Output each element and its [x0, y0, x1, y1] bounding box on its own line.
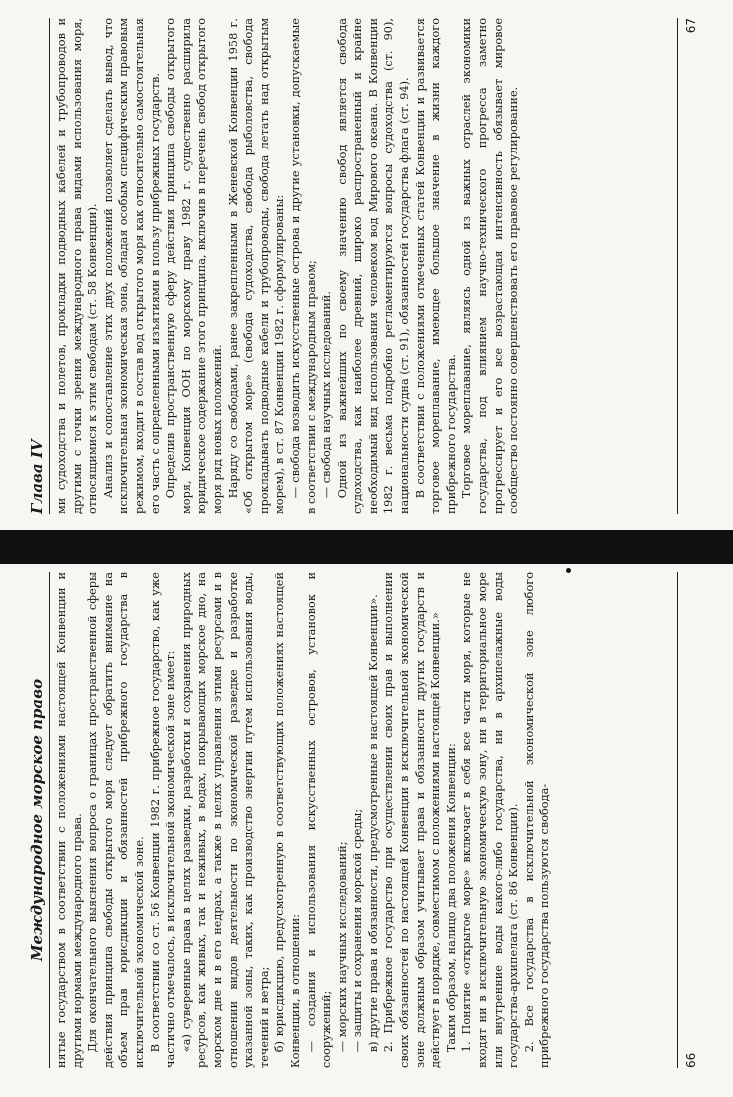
paragraph: ми судоходства и полетов, прокладки подводных кабелей и трубопроводов и другими с точки зрения международного права видами использования моря, относящимися к этим свободам (ст. 58 Конвенции).: [55, 18, 100, 514]
paragraph: «а) суверенные права в целях разведки, разработки и сохранения природных ресурсов, как живых, так и неживых, в водах, покрывающих морское дно, на морском дне и в его недрах, а также в целях управления этими ресурсами и в отношении видов деятельности по экономической разведке и разработке указанной зоны, таких, как производство энергии путем использования воды, течений и ветра;: [179, 572, 271, 1068]
paragraph: Наряду со свободами, ранее закрепленными в Женевской Конвенции 1958 г. «Об открытом море» (свобода судоходства, свобода рыболовства, свобода прокладывать подводные кабели и трубопроводы, свобода летать над открытым морем), в ст. 87 Конвенции 1982 г. сформулированы:: [226, 18, 287, 514]
page-66-text: [54, 572, 553, 1068]
paragraph: — свобода научных исследований.: [320, 290, 334, 499]
book-spine-shadow: [0, 530, 733, 564]
paragraph: нятые государством в соответствии с положениями настоящей Конвенции и другими нормами международного права.: [55, 572, 84, 1068]
paragraph: 2. Прибрежное государство при осуществлении своих прав и выполнении своих обязанностей по настоящей Конвенции в исключительной экономической зоне должным образом учитывает права и обязанности других государств и действует в порядке, совместимом с положениями настоящей Конвенции.»: [382, 572, 443, 1068]
paragraph: б) юрисдикцию, предусмотренную в соответствующих положениях настоящей Конвенции, в отношении:: [273, 572, 302, 1068]
paragraph: В соответствии с положениями отмеченных статей Конвенции и развивается торговое мореплавание, имеющее большое значение в жизни каждого прибрежного государства.: [413, 18, 458, 514]
page-number: 66: [684, 1052, 698, 1068]
paragraph: Определив пространственную сферу действия принципа свободы открытого моря, Конвенция ООН по морскому праву 1982 г. существенно расширила юридическое содержание этого принципа, включив в перечень свобод открытого моря ряд новых положений.: [164, 18, 224, 514]
page-footer-left: [677, 572, 698, 1068]
running-head-left: Международное морское право: [18, 572, 50, 1068]
paragraph: 1. Понятие «открытое море» включает в себя все части моря, которые не входят ни в исключительную экономическую зону, ни в территориальное море или внутренние воды какого-либо государства, ни в архипелажные воды государства-архипелага (ст. 86 Конвенции).: [460, 572, 521, 1068]
paragraph: В соответствии со ст. 56 Конвенции 1982 г. прибрежное государство, как уже частично отмечалось, в исключительной экономической зоне имеет:: [148, 572, 178, 1068]
page-67: [18, 18, 698, 514]
paragraph: — защиты и сохранения морской среды;: [351, 808, 365, 1053]
paragraph: Анализ и сопоставление этих двух положений позволяет сделать вывод, что исключительная экономическая зона, обладая особым специфическим правовым режимом, входит в состав вод открытого моря как относительно самостоятельная его часть с определенными изъятиями в пользу прибрежных государств.: [101, 18, 162, 514]
paragraph: — создания и использования искусственных островов, установок и сооружений;: [304, 572, 334, 1068]
paragraph: Одной из важнейших по своему значению свобод является свобода судоходства, как наиболее древний, широко распространенный и крайне необходимый вид использования человеком вод Мирового океана. В Конвенции 1982 г. весьма подробно регламентируются вопросы судоходства (ст. 90), национальности судна (ст. 91), обязанностей государства флага (ст. 94).: [335, 18, 412, 514]
paragraph: 2. Все государства в исключительной экономической зоне любого прибрежного государства пользуются свобода-: [522, 572, 552, 1068]
page-66: [18, 572, 698, 1068]
running-head-right: Глава IV: [18, 18, 50, 514]
paragraph: в) другие права и обязанности, предусмотренные в настоящей Конвенции».: [366, 594, 380, 1053]
paragraph: Таким образом, налицо два положения Конвенции:: [444, 743, 458, 1053]
page-67-text: [54, 18, 522, 514]
paragraph: — свобода возводить искусственные острова и другие установки, допускаемые в соответствии с международным правом;: [288, 18, 318, 514]
paragraph: — морских научных исследований;: [335, 841, 349, 1053]
paragraph: Торговое мореплавание, являясь одной из важных отраслей экономики государства, под влиянием научно-технического прогресса заметно прогрессирует и его все возрастающая интенсивность обязывает мировое сообщество постоянно совершенствовать его правовое регулирование.: [460, 18, 521, 514]
paragraph: Для окончательного выяснения вопроса о границах пространственной сферы действия принципа свободы открытого моря следует обратить внимание на объем прав юрисдикции и обязанностей прибрежного государства в исключительной экономической зоне.: [86, 572, 146, 1068]
page-number: 67: [684, 18, 698, 34]
page-footer-right: [677, 18, 698, 514]
